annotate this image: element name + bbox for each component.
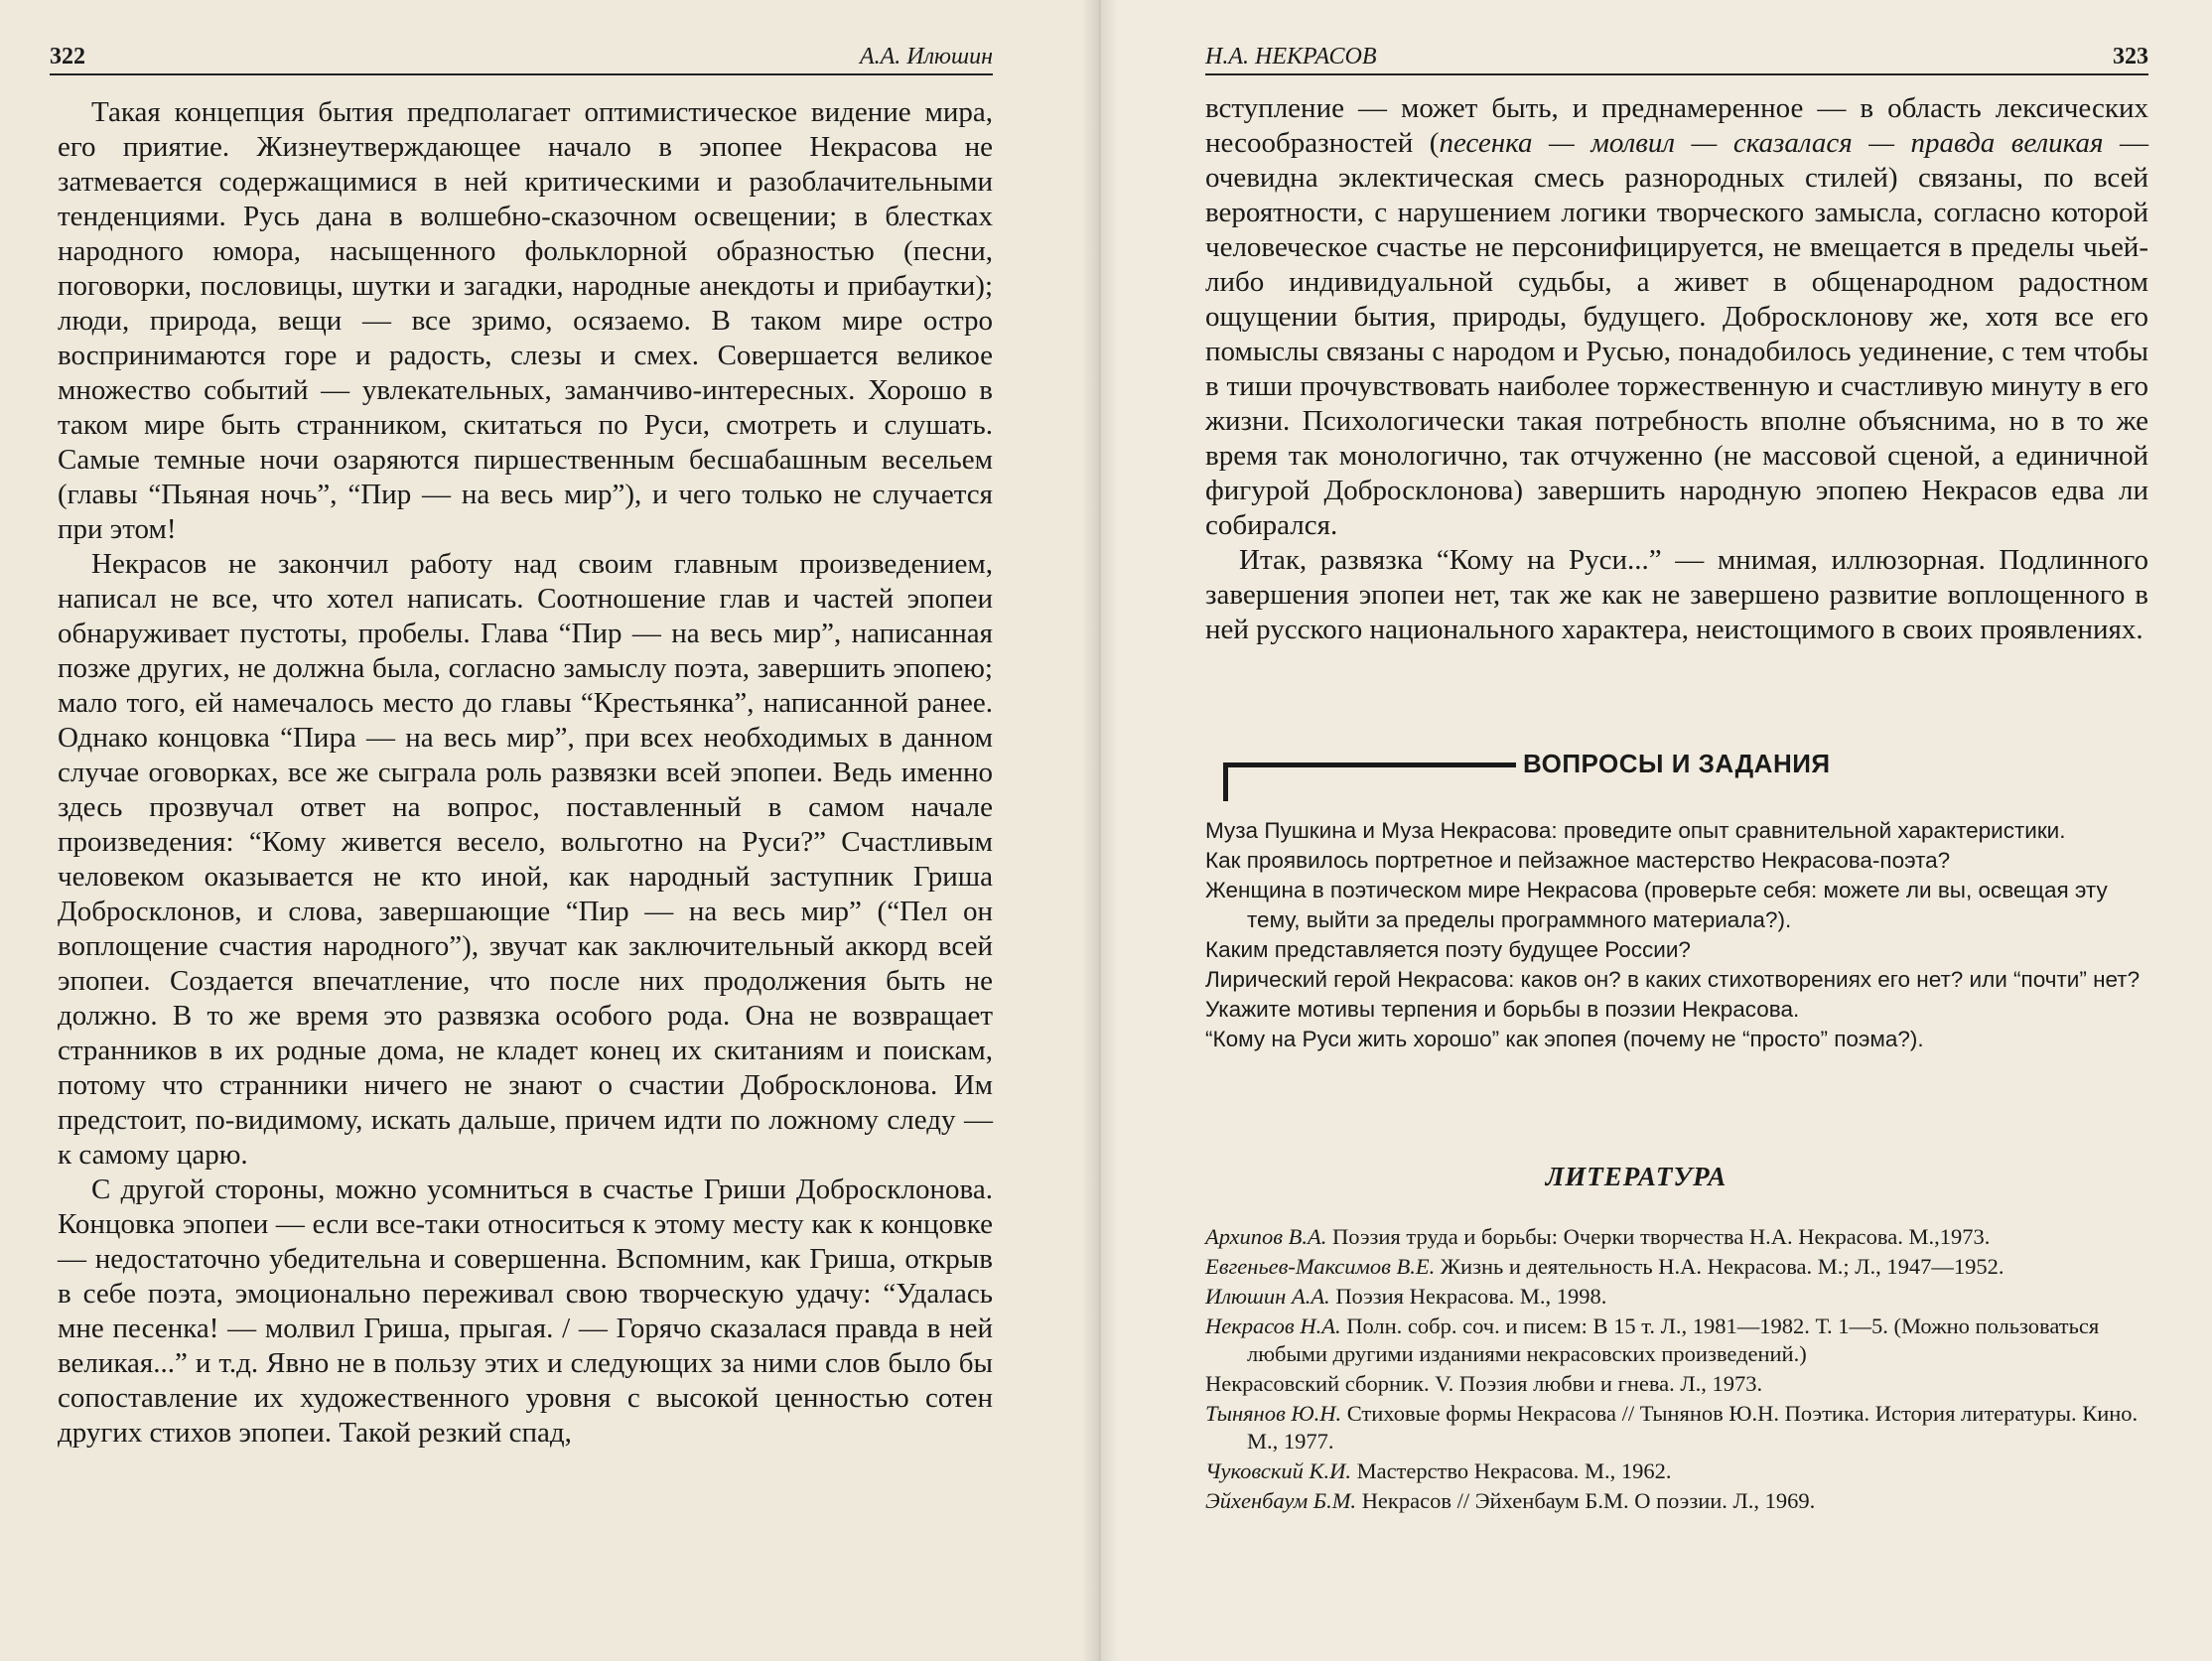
reference-author: Некрасов Н.А. [1205, 1314, 1341, 1338]
reference-item [1205, 1223, 2148, 1251]
left-running-header [50, 34, 993, 75]
reference-item [1205, 1283, 2148, 1311]
reference-author: Илюшин А.А. [1205, 1284, 1330, 1309]
right-text-column [1205, 91, 2148, 647]
paragraph: С другой стороны, можно усомниться в счастье Гриши Добросклонова. Концовка эпопеи — если все-таки относиться к этому месту как к концовке — недостаточно убедительна и совершенна. Вспомним, как Гриша, открыв в себе поэта, эмоционально переживал свою творческую удачу: “Удалась мне песенка! — молвил Гриша, прыгая. / — Горячо сказалася правда в ней великая...” и т.д. Явно не в пользу этих и следующих за ними слов было бы сопоставление их художественного уровня с высокой ценностью сотен других стихов эпопеи. Такой резкий спад, [58, 1174, 993, 1449]
reference-item [1205, 1400, 2148, 1455]
reference-author: Чуковский К.И. [1205, 1458, 1351, 1483]
reference-author: Эйхенбаум Б.М. [1205, 1488, 1357, 1513]
paragraph: Некрасов не закончил работу над своим главным произведением, написал не все, что хотел написать. Соотношение глав и частей эпопеи обнаруживает пустоты, пробелы. Глава “Пир — на весь мир”, написанная позже других, не должна была, согласно замыслу поэта, завершить эпопею; мало того, ей намечалось место до главы “Крестьянка”, написанной ранее. Однако концовка “Пира — на весь мир”, при всех необходимых в данном случае оговорках, все же сыграла роль развязки всей эпопеи. Ведь именно здесь прозвучал ответ на вопрос, поставленный в самом начале произведения: “Кому живется весело, вольготно на Руси?” Счастливым человеком оказывается не кто иной, как народный заступник Гриша Добросклонов, и слова, завершающие “Пир — на весь мир” (“Пел он воплощение счастия народного”), звучат как заключительный аккорд всей эпопеи. Создается впечатление, что после них продолжения быть не должно. В то же время это развязка особого рода. Она не возвращает странников в их родные дома, не кладет конец их скитаниям и поискам, потому что странники ничего не знают о счастии Добросклонова. Им предстоит, по-видимому, искать дальше, причем идти по ложному следу — к самому царю. [58, 548, 993, 1171]
reference-author: Тынянов Ю.Н. [1205, 1401, 1342, 1426]
reference-author: Евгеньев-Максимов В.Е. [1205, 1254, 1436, 1279]
reference-text: Полн. собр. соч. и писем: В 15 т. Л., 1981—1982. Т. 1—5. (Можно пользоваться любыми другими изданиями некрасовских произведений.) [1247, 1314, 2100, 1366]
reference-item [1205, 1313, 2148, 1368]
questions-list [1205, 816, 2148, 1054]
reference-item [1205, 1370, 2148, 1398]
literature-heading [1100, 1162, 2212, 1192]
left-text-column [58, 95, 993, 1451]
literature-title: ЛИТЕРАТУРА [1545, 1162, 1728, 1191]
paragraph-text: — очевидна эклектическая смесь разнородных стилей) связаны, по всей вероятности, с нарушением логики творческого замысла, согласно которой человеческое счастье не персонифицируется, не вмещается в пределы чьей-либо индивидуальной судьбы, а живет в общенародном радостном ощущении бытия, природы, будущего. Добросклонову же, хотя все его помыслы связаны с народом и Русью, понадобилось уединение, с тем чтобы в тиши прочувствовать наиболее торжественную и счастливую минуту в его жизни. Психологически такая потребность вполне объяснима, но в то же время так монологично, так отчуженно (не массовой сценой, а единичной фигурой Добросклонова) завершить народную эпопею Некрасов едва ли собирался. [1205, 127, 2149, 541]
question-item: Муза Пушкина и Муза Некрасова: проведите опыт сравнительной характеристики. [1205, 818, 2066, 843]
question-item: Лирический герой Некрасова: каков он? в каких стихотворениях его нет? или “почти” нет? [1205, 967, 2141, 992]
question-item: Как проявилось портретное и пейзажное мастерство Некрасова-поэта? [1205, 848, 1951, 873]
right-running-header [1205, 34, 2148, 75]
reference-author: Архипов В.А. [1205, 1224, 1327, 1249]
reference-text: Некрасовский сборник. V. Поэзия любви и гнева. Л., 1973. [1205, 1371, 1763, 1396]
heading-bracket-decoration [1223, 762, 1516, 801]
reference-text: Жизнь и деятельность Н.А. Некрасова. М.; Л., 1947—1952. [1435, 1254, 2005, 1279]
paragraph: Такая концепция бытия предполагает оптимистическое видение мира, его приятие. Жизнеутверждающее начало в эпопее Некрасова не затмевается содержащимися в ней критическими и разоблачительными тенденциями. Русь дана в волшебно-сказочном освещении; в блестках народного юмора, насыщенного фольклорной образностью (песни, поговорки, пословицы, шутки и загадки, народные анекдоты и прибаутки); люди, природа, вещи — все зримо, осязаемо. В таком мире остро воспринимаются горе и радость, слезы и смех. Совершается великое множество событий — увлекательных, заманчиво-интересных. Хорошо в таком мире быть странником, скитаться по Руси, смотреть и слушать. Самые темные ночи озаряются пиршественным бесшабашным весельем (главы “Пьяная ночь”, “Пир — на весь мир”), и чего только не случается при этом! [58, 96, 993, 545]
reference-text: Стиховые формы Некрасова // Тынянов Ю.Н. Поэтика. История литературы. Кино. М., 1977. [1247, 1401, 2139, 1453]
question-item: “Кому на Руси жить хорошо” как эпопея (почему не “просто” поэма?). [1205, 1027, 1924, 1051]
questions-title: ВОПРОСЫ И ЗАДАНИЯ [1523, 749, 1831, 778]
question-item: Женщина в поэтическом мире Некрасова (проверьте себя: можете ли вы, освещая эту тему, выйти за пределы программного материала?). [1205, 878, 2108, 932]
left-page [0, 0, 1100, 1661]
questions-heading [1207, 749, 2121, 808]
reference-text: Мастерство Некрасова. М., 1962. [1350, 1458, 1672, 1483]
paragraph-text: вступление — может быть, и преднамеренное — в область лексических несообразностей ( [1205, 92, 2148, 159]
right-page [1100, 0, 2212, 1661]
paragraph: Итак, развязка “Кому на Руси...” — мнимая, иллюзорная. Подлинного завершения эпопеи нет, так же как не завершено развитие воплощенного в ней русского национального характера, неистощимого в своих проявлениях. [1205, 544, 2148, 645]
reference-text: Некрасов // Эйхенбаум Б.М. О поэзии. Л., 1969. [1356, 1488, 1816, 1513]
reference-item [1205, 1487, 2148, 1515]
page-number: 323 [2113, 44, 2148, 69]
reference-item [1205, 1457, 2148, 1485]
reference-item [1205, 1253, 2148, 1281]
question-item: Каким представляется поэту будущее России? [1205, 937, 1691, 962]
running-title: Н.А. НЕКРАСОВ [1205, 44, 1377, 69]
references-list [1205, 1223, 2148, 1517]
book-gutter-shadow [1082, 0, 1118, 1661]
paragraph [1205, 91, 2148, 543]
running-title: А.А. Илюшин [859, 44, 993, 69]
quoted-words: песенка — молвил — сказалася — правда великая [1439, 127, 2104, 159]
reference-text: Поэзия Некрасова. М., 1998. [1329, 1284, 1607, 1309]
reference-text: Поэзия труда и борьбы: Очерки творчества Н.А. Некрасова. М.,1973. [1326, 1224, 1991, 1249]
question-item: Укажите мотивы терпения и борьбы в поэзии Некрасова. [1205, 997, 1800, 1022]
page-number: 322 [50, 44, 85, 69]
